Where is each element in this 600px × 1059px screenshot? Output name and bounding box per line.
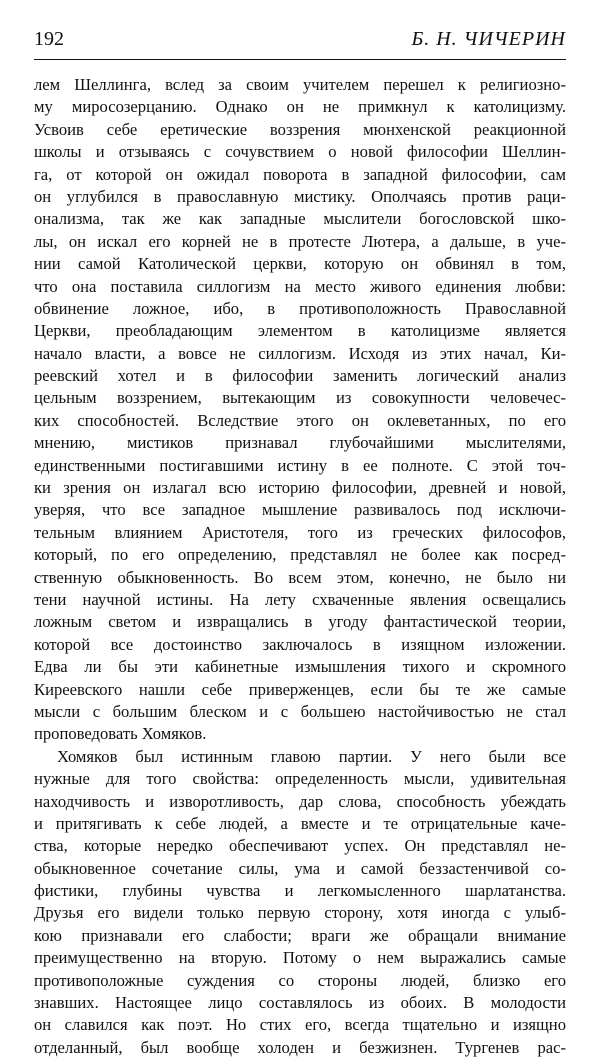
text-line: знавших. Настоящее лицо составлялось из обоих. В молодости: [34, 993, 566, 1013]
text-line: ких способностей. Вследствие этого он оклеветанных, по его: [34, 410, 566, 430]
text-line: тельным влиянием Аристотеля, того из греческих философов,: [34, 522, 566, 542]
text-line: Усвоив себе еретические воззрения мюнхенской реакционной: [34, 119, 566, 139]
text-line: Друзья его видели только первую сторону, хотя иногда с улыб-: [34, 903, 566, 923]
text-line: га, от которой он ожидал поворота в западной философии, сам: [34, 164, 566, 184]
text-line: которой все достоинство заключалось в изящном изложении.: [34, 634, 566, 654]
text-line: и притягивать к себе людей, а вместе и те отрицательные каче-: [34, 813, 566, 833]
text-line: лы, он искал его корней не в протесте Лютера, а дальше, в уче-: [34, 231, 566, 251]
paragraph: [34, 74, 566, 746]
text-line: фистики, глубины чувства и легкомысленного шарлатанства.: [34, 881, 566, 901]
text-line: ства, которые нередко обеспечивают успех. Он представлял не-: [34, 836, 566, 856]
header-rule: [34, 59, 566, 60]
text-line: уверяя, что все западное мышление развивалось под исключи-: [34, 500, 566, 520]
text-line: ственную обыкновенность. Во всем этом, конечно, не было ни: [34, 567, 566, 587]
text-line: тени научной истины. На лету схваченные явления освещались: [34, 589, 566, 609]
text-line: противоположные суждения со стороны людей, близко его: [34, 970, 566, 990]
text-line: отделанный, был вообще холоден и безжизнен. Тургенев рас-: [34, 1037, 566, 1057]
text-line: начало власти, а вовсе не силлогизм. Исходя из этих начал, Ки-: [34, 343, 566, 363]
text-line: ложным светом и извращались в угоду фантастической теории,: [34, 612, 566, 632]
paragraph: [34, 746, 566, 1059]
text-line: Киреевского нашли себе приверженцев, если бы те же самые: [34, 679, 566, 699]
text-line: кою признавали его слабости; враги же обращали внимание: [34, 925, 566, 945]
running-head: [34, 24, 566, 54]
text-line: Едва ли бы эти кабинетные измышления тихого и скромного: [34, 657, 566, 677]
text-line: Хомяков был истинным главою партии. У него были все: [57, 746, 566, 766]
text-line: лем Шеллинга, вслед за своим учителем перешел к религиозно-: [34, 75, 566, 94]
book-page: [34, 24, 566, 1057]
text-line: ки зрения он излагал всю историю философии, древней и новой,: [34, 478, 566, 498]
text-line: находчивость и изворотливость, дар слова, способность убеждать: [34, 791, 566, 811]
text-line: преимущественно на вторую. Потому о нем выражались самые: [34, 948, 566, 968]
text-line: Церкви, преобладающим элементом в католицизме является: [34, 321, 566, 341]
text-line: мысли с большим блеском и с большею настойчивостью не стал: [34, 701, 566, 721]
text-line: му миросозерцанию. Однако он не примкнул к католицизму.: [34, 97, 566, 117]
text-line: что она поставила силлогизм на место живого единения любви:: [34, 276, 566, 296]
text-line: проповедовать Хомяков.: [34, 724, 207, 744]
text-line: реевский хотел и в философии заменить логический анализ: [34, 366, 566, 386]
text-line: он углубился в православную мистику. Ополчаясь против раци-: [34, 186, 566, 206]
text-line: онализма, так же как западные мыслители богословской шко-: [34, 209, 566, 229]
text-line: цельным воззрением, вытекающим из совокупности человечес-: [34, 388, 566, 408]
text-line: обвинение ложное, ибо, в противоположность Православной: [34, 298, 566, 318]
running-title: Б. Н. ЧИЧЕРИН: [411, 28, 566, 50]
text-line: обыкновенное сочетание силы, ума и самой беззастенчивой со-: [34, 858, 566, 878]
text-line: он славился как поэт. Но стих его, всегда тщательно и изящно: [34, 1015, 566, 1035]
text-line: нужные для того свойства: определенность мысли, удивительная: [34, 769, 566, 789]
text-line: который, по его определению, представлял не более как посред-: [34, 545, 566, 565]
body-text: [34, 74, 566, 1059]
page-number: 192: [34, 28, 64, 50]
text-line: единственными постигавшими истину в ее полноте. С этой точ-: [34, 455, 566, 475]
text-line: мнению, мистиков признавал глубочайшими мыслителями,: [34, 433, 566, 453]
text-line: школы и отзываясь с сочувствием о новой философии Шеллин-: [34, 142, 566, 162]
text-line: нии самой Католической церкви, которую он обвинял в том,: [34, 254, 566, 274]
